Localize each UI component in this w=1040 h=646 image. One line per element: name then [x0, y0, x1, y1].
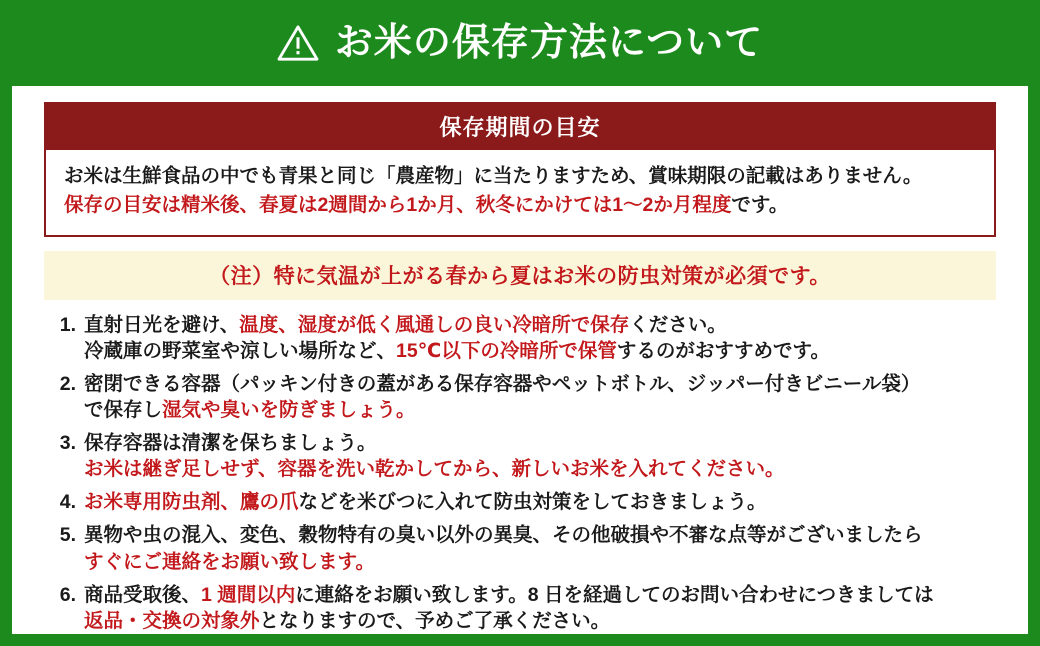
rule-1-l2-s3: するのがおすすめです。 [616, 339, 830, 362]
rule-2-number: 2. [59, 372, 76, 395]
rule-5-line-1 [84, 522, 1000, 548]
rule-4-l1-s2: などを米びつに入れて防虫対策をしておきましょう。 [298, 491, 767, 514]
storage-period-heading: 保存期間の目安 [46, 104, 994, 150]
rule-6-l1-s1: 商品受取後、 [84, 583, 202, 606]
rule-6-number: 6. [59, 583, 76, 606]
list-item [50, 522, 1000, 574]
list-item [50, 371, 1000, 423]
storage-line-1-seg-1: お米は生鮮食品の中でも青果と同じ「農産物」に当たりますため、賞味期限の記載はありません。 [64, 165, 923, 187]
rule-3-line-1 [84, 430, 1000, 456]
rule-6-text [84, 582, 1000, 634]
rule-4-l1-s1: お米専用防虫剤、鷹の爪 [84, 491, 299, 514]
rule-2-l2-s1: で保存し [84, 398, 163, 421]
rule-1-l1-s1: 直射日光を避け、 [84, 313, 240, 336]
rule-5-l2-s1: すぐにご連絡をお願い致します。 [84, 550, 375, 573]
rule-1-line-2 [84, 338, 1000, 364]
page-header [12, 0, 1028, 86]
rule-5-l1-s1: 異物や虫の混入、変色、穀物特有の臭い以外の異臭、その他破損や不審な点等がございましたら [84, 524, 923, 547]
rule-2-l2-s2: 湿気や臭いを防ぎましょう。 [162, 398, 416, 421]
storage-rules-list [36, 312, 1004, 634]
rule-5-text [84, 522, 1000, 574]
storage-line-2-seg-2: です。 [731, 194, 789, 217]
rule-2-line-2 [84, 397, 1000, 423]
rule-1-l1-s2: 温度、湿度が低く風通しの良い冷暗所で保存 [239, 313, 630, 336]
rule-3-l1-s1: 保存容器は清潔を保ちましょう。 [84, 432, 377, 454]
rule-1-l2-s1: 冷蔵庫の野菜室や涼しい場所など、 [84, 339, 397, 362]
rule-1-l2-s2: 15℃以下の冷暗所で保管 [396, 339, 617, 362]
rule-6-line-1 [84, 582, 1000, 608]
rule-2-text [84, 371, 1000, 423]
rule-4-line-1 [84, 489, 1000, 515]
list-item [50, 430, 1000, 482]
list-item [50, 582, 1000, 634]
rule-2-line-1 [84, 371, 1000, 397]
rule-6-l2-s1: 返品・交換の対象外 [84, 609, 260, 632]
storage-period-line-1 [64, 162, 976, 191]
rule-1-line-1 [84, 312, 1000, 338]
storage-period-box [44, 102, 996, 237]
rule-3-number: 3. [59, 432, 76, 454]
rule-1-number: 1. [59, 313, 76, 336]
storage-period-line-2 [64, 191, 976, 220]
rule-2-l1-s1: 密閉できる容器（パッキン付きの蓋がある保存容器やペットボトル、ジッパー付きビニール袋） [84, 372, 921, 395]
rule-4-number: 4. [59, 491, 76, 514]
list-item [50, 312, 1000, 364]
rule-6-l1-s2: 1 週間以内 [201, 583, 296, 606]
rule-4-text [84, 489, 1000, 515]
page-title: お米の保存方法について [334, 22, 764, 64]
pest-control-notice: （注）特に気温が上がる春から夏はお米の防虫対策が必須です。 [44, 251, 996, 300]
rule-6-l1-s3: に連絡をお願い致します。8 日を経過してのお問い合わせにつきましては [295, 583, 934, 606]
rule-6-line-2 [84, 608, 1000, 634]
storage-period-body [46, 150, 994, 235]
rule-3-line-2 [84, 456, 1000, 482]
warning-triangle-icon [277, 24, 319, 62]
rule-1-l1-s3: ください。 [629, 313, 727, 336]
rule-1-text [84, 312, 1000, 364]
storage-line-2-seg-1: 保存の目安は精米後、春夏は2週間から1か月、秋冬にかけては1〜2か月程度 [64, 194, 732, 217]
content-card [12, 86, 1028, 634]
rule-3-l2-s1: お米は継ぎ足しせず、容器を洗い乾かしてから、新しいお米を入れてください。 [84, 458, 785, 481]
rule-3-text [84, 430, 1000, 482]
rule-6-l2-s2: となりますので、予めご了承ください。 [259, 609, 611, 632]
list-item [50, 489, 1000, 515]
rule-5-number: 5. [59, 524, 76, 547]
rule-5-line-2 [84, 549, 1000, 575]
